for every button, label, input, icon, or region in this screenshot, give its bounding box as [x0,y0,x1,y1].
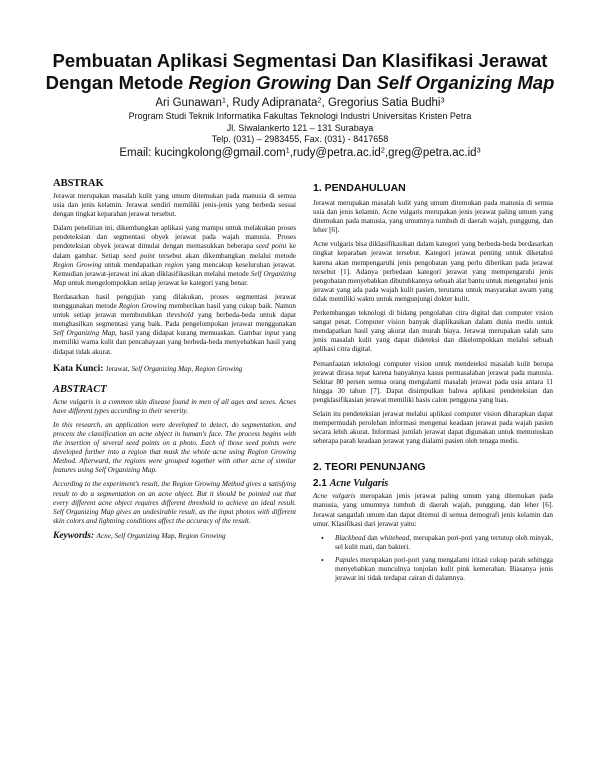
text-run-italic: input [264,329,280,338]
kata-kunci-text-italic: Self Organizing Map, Region Growing [131,364,243,373]
list-item [335,534,553,552]
author-name: , Gregorius Satia Budhi [321,97,441,109]
text-run-italic: seed point [255,242,287,251]
author-mark: 1 [221,95,226,105]
text-run: yang mencakup keseluruhan jerawat. Kemudian jerawat-jerawat ini akan diklasifikasikan melalui metode [53,260,296,278]
list-item [335,556,553,583]
body-paragraph: Pemanfaatan teknologi computer vision untuk mendeteksi masalah kulit berupa jerawat dirasa tepat karena banyaknya kasus permasalahan jerawat pada manusia. Sekitar 80 persen semua orang mengalami masalah jerawat pada usia antara 11 hingga 30 tahun [7]. Dapat disimpulkan bahwa aplikasi pendeteksian dan pengklasifikasian jerawat memiliki basis calon pengguna yang luas. [313,359,553,404]
abstract-paragraph: In this research, an application were developed to detect, do segmentation, and process the classification an acne object in human's face. The process begins with the insertion of several seed points on a photo. Each of those seed points were developed further into a region that mask the whole acne using Region Growing Method. Afterward, the regions were grouped together with other acne of similar features using Self Organizing Map. [53,420,296,475]
kata-kunci-text: Jerawat, [105,364,132,373]
abstrak-paragraph [53,224,296,288]
text-run: merupakan pori-pori yang mengalami iritasi cukup parah sehingga menyebabkan munculnya tonjolan kulit pink kemerahan. Biasanya jenis jerawat ini tidak terdapat cairan di dalamnya. [335,555,553,583]
body-paragraph [313,492,553,528]
email-address[interactable]: Email: kucingkolong@gmail.com [119,147,286,159]
body-paragraph: Jerawat merupakan masalah kulit yang umum ditemukan pada manusia di semua usia dan jenis kelamin. Acne vulgaris merupakan jenis jerawat paling umum yang ditemukan pada manusia, yang umumnya tumbuh di daerah wajah, punggung, dan leher [6]. [313,199,553,235]
text-run-italic: whitehead [379,533,410,542]
text-run-italic: Region Growing [118,302,167,311]
text-run: , hasil yang didapat kurang memuaskan. Gambar [115,329,265,338]
text-run: yang memiliki warna kulit dan pencahayaan yang berbeda-beda menyebabkan hasil yang didapat tidak akurat. [53,329,296,356]
text-run-italic: Papules [335,555,359,564]
paper-title [40,50,560,94]
text-run-italic: Blackhead [335,533,366,542]
address: Jl. Siwalankerto 121 – 131 Surabaya [226,123,374,133]
acne-type-list [313,534,553,583]
title-part: Dengan Metode [45,72,189,93]
phone-fax: Telp. (031) – 2983455, Fax. (031) - 8417658 [211,134,389,144]
section-heading-pendahuluan: 1. PENDAHULUAN [313,182,406,194]
abstrak-paragraph: Jerawat merupakan masalah kulit yang umum ditemukan pada manusia di semua usia dan jenis kelamin. Jerawat sendiri memiliki jenis-jenis yang berbeda sesuai dengan tingkat keparahan jerawat tersebut. [53,192,296,219]
abstract-english [53,384,296,541]
author-name: Ari Gunawan [155,97,222,109]
text-run-italic: region [164,260,184,269]
email-mark: 3 [476,145,481,155]
keywords-text: Acne, Self Organizing Map, Region Growing [96,531,226,540]
abstrak-heading: ABSTRAK [53,178,104,189]
title-part-italic: Self Organizing Map [376,72,555,93]
text-run-italic: seed point [123,251,155,260]
kata-kunci [53,365,296,374]
text-run: Dalam penelitian ini, dikembangkan aplikasi yang mampu untuk melakukan proses pendeteksian dan segmentasi obyek jerawat pada wajah manusia. Proses pendeteksian obyek jerawat dimulai dengan memasukkan beberapa [53,224,296,251]
keywords [53,532,296,541]
email-mark: 2 [380,145,385,155]
title-line-1: Pembuatan Aplikasi Segmentasi Dan Klasifikasi Jerawat [52,50,548,71]
abstrak-paragraph [53,293,296,357]
text-run-italic: Acne vulgaris [313,492,356,501]
text-run: yang berbeda-beda untuk dapat menghasilkan segmentasi yang baik. Pada pengelompokan jerawat menggunakan [53,311,296,329]
text-run-italic: Region Growing [53,260,102,269]
email-line [40,146,560,160]
body-paragraph: Perkembangan teknologi di bidang pengolahan citra digital dan computer vision sangat pesat. Computer vision banyak diaplikasikan dalam dunia medis untuk mendapatkan hasil yang akurat dan murah biaya. Jerawat merupakan salah satu jenis masalah kulit yang dapat dideteksi dan dikelompokkan melalui sebuah aplikasi citra digital. [313,309,553,354]
text-run: untuk mengelompokkan setiap jerawat ke kategori yang benar. [66,278,249,287]
author-name: , Rudy Adipranata [226,97,318,109]
body-paragraph: Selain itu pendeteksian jerawat melalui aplikasi computer vision diharapkan dapat mempermudah perolehan informasi mengenai keadaan jerawat pada wajah pasien secara lebih akurat. Informasi jumlah jerawat dapat digunakan untuk memutuskan seberapa parah keadaan jerawat yang dialami pasien oleh tenaga medis. [313,409,553,446]
author-mark: 2 [317,95,322,105]
text-run: dan [365,533,380,542]
subsection-number: 2.1 [313,478,330,490]
title-part-italic: Region Growing [188,72,332,93]
email-address[interactable]: ,greg@petra.ac.id [384,147,477,159]
abstract-paragraph: Acne vulgaris is a common skin disease found in men of all ages and sexes. Acnes have different types according to their severity. [53,397,296,415]
subsection-title: Acne Vulgaris [329,478,389,490]
text-run-italic: Self Organizing Map [53,329,116,338]
left-column [53,178,296,546]
kata-kunci-label: Kata Kunci: [53,363,106,374]
affiliation: Program Studi Teknik Informatika Fakultas Teknologi Industri Universitas Kristen Petra [128,111,472,121]
title-line-2 [40,72,560,94]
keywords-label: Keywords: [53,530,97,541]
section-heading-teori: 2. TEORI PENUNJANG [313,461,426,474]
text-run: untuk mendapatkan [101,260,165,269]
text-run-italic: Self Organizing Map [53,269,296,287]
spacer [313,451,553,457]
subsection-heading [313,478,553,490]
text-run: Berdasarkan hasil pengujian yang dilakukan, proses segmentasi jerawat menggunakan metode [53,292,296,311]
email-address[interactable]: ,rudy@petra.ac.id [289,147,381,159]
text-run-italic: threshold [166,311,194,320]
title-part: Dan [331,72,377,93]
text-run: merupakan jenis jerawat paling umum yang ditemukan pada manusia, yang umumnya tumbuh di daerah wajah, punggung, dan leher [6]. Jerawat sangatlah umum dan dapat ditemui di semua demografi jenis kelamin dan umur. Klasifikasi dari jerawat yaitu: [313,492,553,528]
text-run: tersebut akan dikembangkan melalui metode [154,251,297,260]
author-list [40,96,560,110]
body-paragraph: Acne vulgaris bisa diklasifikasikan dalam kategori yang berbeda-beda berdasarkan tingkat keparahan jerawat tersebut. Kategori jerawat penting untuk diketahui karena akan mempengaruhi jenis pengobatan yang perlu diberikan pada jerawat tersebut [1]. Adanya perbedaan kategori jerawat yang mempengaruhi jenis pengobatan menyebabkan dibutuhkannya sebuah alat bantu untuk mengetahui jenis jerawat yang ada pada wajah kulit pasien, terutama untuk masyarakat awam yang tidak memiliki waktu untuk mengunjungi dokter kulit. [313,240,553,303]
author-mark: 3 [440,95,445,105]
right-column [313,178,553,587]
email-mark: 1 [285,145,290,155]
text-run: , merupakan pori-pori yang tertutup oleh minyak, sel kulit mati, dan bakteri. [335,533,553,551]
abstract-paragraph: According to the experiment's result, the Region Growing Method gives a satisfying result to do a segmentation on an acne object. But it should be pointed out that every different acne object requires different threshold to achieve an ideal result. Self Organizing Map gives an undesirable result, as the input photos with different skin colors and lightning conditions affect the accuracy of the result. [53,480,296,525]
text-run: ke dalam gambar. Setiap [53,242,296,260]
abstract-heading: ABSTRACT [53,383,107,395]
text-run: memberikan hasil yang cukup baik. Namun untuk setiap jerawat membutuhkan [53,302,296,320]
